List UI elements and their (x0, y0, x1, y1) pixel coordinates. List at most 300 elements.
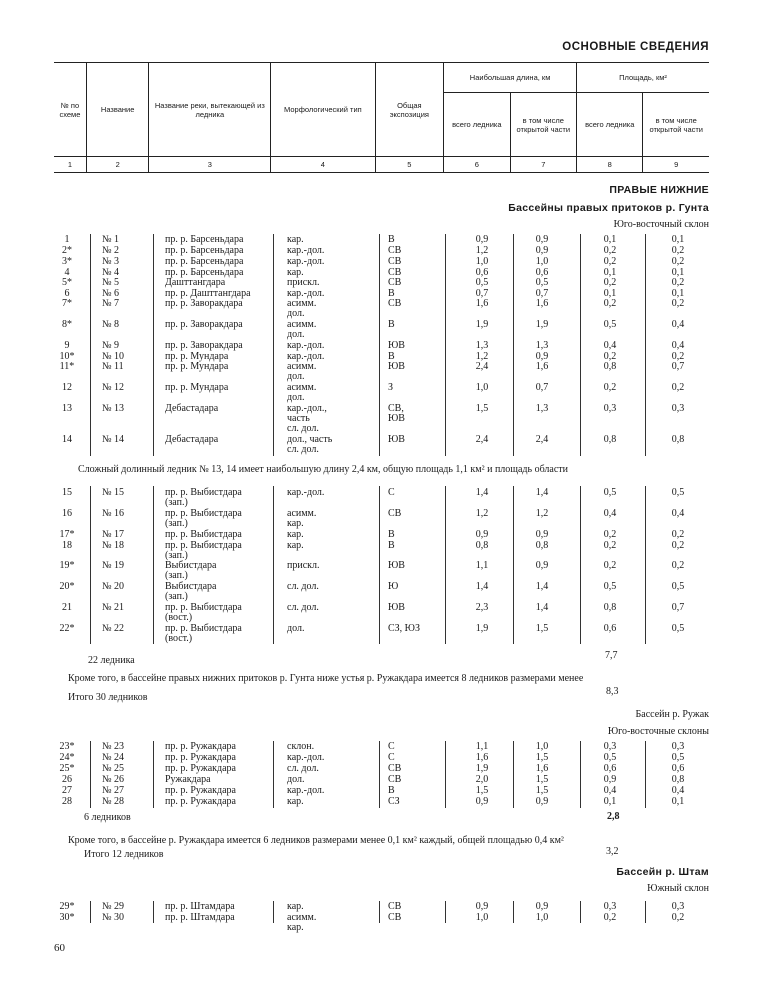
b1-row-length-open: 0,7 (535, 288, 549, 299)
basin1-note: Кроме того, в бассейне правых нижних притоков р. Гунта ниже устья р. Ружакдара имеется 8 ледников размерами менее (68, 673, 584, 684)
b1-row-morph: кар.-дол. (287, 245, 325, 256)
header-area-open: в том числе открытой части (643, 93, 709, 157)
b2-row-name: № 24 (102, 752, 125, 763)
b3-row-exp: СВ (388, 912, 402, 923)
column-divider (645, 741, 646, 808)
header-no: № по схеме (54, 63, 86, 157)
b1b-row-exp: С (388, 487, 395, 498)
b2-row-morph: кар.-дол. (287, 752, 325, 763)
table-header (54, 62, 709, 173)
header-num-8: 8 (577, 157, 643, 173)
b1b-row-river: пр. р. Выбистдара (165, 487, 242, 498)
b2-row-name: № 23 (102, 741, 125, 752)
b1-row-name: № 2 (102, 245, 120, 256)
b2-row-area-open: 0,3 (671, 741, 685, 752)
basin3-slope: Южный склон (647, 883, 709, 894)
b1b-row-length-open: 1,4 (535, 581, 549, 592)
b1-row-exp: В (388, 319, 395, 330)
b1b-row-area: 0,4 (603, 508, 617, 519)
b2-row-river: пр. р. Ружакдара (165, 796, 236, 807)
b1b-row-no: 18 (62, 540, 72, 551)
b1-row-length: 0,5 (475, 277, 489, 288)
b2-row-morph: кар.-дол. (287, 785, 325, 796)
b3-row-river: пр. р. Штамдара (165, 901, 235, 912)
b1-row-morph: прискл. (287, 277, 320, 288)
b1-row-name: № 11 (102, 361, 124, 372)
b1-row-area-open: 0,1 (671, 234, 685, 245)
column-divider (273, 486, 274, 644)
column-divider (513, 741, 514, 808)
b1b-row-no: 22* (59, 623, 75, 634)
header-morph: Морфологический тип (271, 63, 375, 157)
b2-row-length: 1,5 (475, 785, 489, 796)
column-divider (273, 741, 274, 808)
basin1-count: 22 ледника (88, 655, 135, 666)
b1b-row-area-open: 0,2 (671, 540, 685, 551)
b2-row-exp: СВ (388, 774, 402, 785)
b1b-row-morph: кар. (287, 540, 304, 551)
b1-row-morph: кар.-дол., (287, 403, 327, 414)
b1-row-no: 13 (62, 403, 72, 414)
b1b-row-length-open: 0,9 (535, 560, 549, 571)
basin2-total-area: 3,2 (606, 846, 619, 857)
b2-row-length: 0,9 (475, 796, 489, 807)
b1-row-river: пр. р. Заворакдара (165, 298, 243, 309)
b1-row-name: № 7 (102, 298, 120, 309)
b1b-row-length: 1,1 (475, 560, 489, 571)
basin3-title: Бассейн р. Штам (616, 866, 709, 878)
column-divider (379, 741, 380, 808)
b1-row-area-open: 0,2 (671, 298, 685, 309)
b1b-row-name: № 20 (102, 581, 125, 592)
basin2-title: Бассейн р. Ружак (635, 709, 709, 720)
basin2-count-area: 2,8 (607, 811, 620, 822)
b1-row-length: 1,2 (475, 245, 489, 256)
b1b-row-river: пр. р. Выбистдара (165, 602, 242, 613)
b1-row-river: пр. р. Мундара (165, 351, 229, 362)
b1b-row-river: пр. р. Выбистдара (165, 540, 242, 551)
b1-row-morph: часть (287, 413, 310, 424)
b2-row-area: 0,5 (603, 752, 617, 763)
b1b-row-no: 21 (62, 602, 72, 613)
column-divider (645, 486, 646, 644)
b2-row-length: 1,9 (475, 763, 489, 774)
b1-row-river: пр. р. Барсеньдара (165, 267, 244, 278)
b1b-row-area: 0,5 (603, 487, 617, 498)
b2-row-name: № 26 (102, 774, 125, 785)
b1-row-morph: дол. (287, 308, 305, 319)
b1-row-length-open: 0,5 (535, 277, 549, 288)
b1-row-name: № 8 (102, 319, 120, 330)
b1-row-no: 14 (62, 434, 72, 445)
b1-row-exp: СВ (388, 267, 402, 278)
b2-row-area: 0,6 (603, 763, 617, 774)
b3-row-length: 0,9 (475, 901, 489, 912)
b1-row-length: 1,0 (475, 382, 489, 393)
b1b-row-exp: ЮВ (388, 560, 405, 571)
column-divider (580, 901, 581, 923)
b2-row-area-open: 0,1 (671, 796, 685, 807)
column-divider (580, 486, 581, 644)
column-divider (273, 234, 274, 456)
b1b-row-length-open: 1,2 (535, 508, 549, 519)
b1b-row-no: 15 (62, 487, 72, 498)
b2-row-name: № 27 (102, 785, 125, 796)
b1b-row-river: пр. р. Выбистдара (165, 623, 242, 634)
b1-row-area: 0,8 (603, 361, 617, 372)
b1-row-morph: дол. (287, 392, 305, 403)
column-divider (90, 901, 91, 923)
section-title: ПРАВЫЕ НИЖНИЕ (609, 184, 709, 196)
basin2-note: Кроме того, в бассейне р. Ружакдара имеется 6 ледников размерами менее 0,1 км² каждый, общей площадью 0,4 км² (68, 835, 564, 846)
basin2-slope: Юго-восточные склоны (607, 726, 709, 737)
b1-row-length-open: 0,6 (535, 267, 549, 278)
header-num-3: 3 (149, 157, 271, 173)
column-divider (445, 234, 446, 456)
b1-row-river: пр. р. Барсеньдара (165, 256, 244, 267)
b2-row-exp: С (388, 741, 395, 752)
b1-row-length-open: 0,9 (535, 234, 549, 245)
b3-row-length: 1,0 (475, 912, 489, 923)
b1b-row-length: 1,4 (475, 581, 489, 592)
column-divider (90, 741, 91, 808)
b1-row-morph: асимм. (287, 319, 317, 330)
b1b-row-no: 19* (59, 560, 75, 571)
b2-row-river: пр. р. Ружакдара (165, 741, 236, 752)
b1b-row-river: пр. р. Выбистдара (165, 529, 242, 540)
b1-row-exp: СВ, (388, 403, 404, 414)
b1-row-area: 0,4 (603, 340, 617, 351)
b2-row-river: Ружакдара (165, 774, 211, 785)
b1b-row-area-open: 0,2 (671, 529, 685, 540)
b3-row-no: 29* (59, 901, 75, 912)
b2-row-exp: СВ (388, 763, 402, 774)
b1-row-exp: ЮВ (388, 361, 405, 372)
b2-row-no: 24* (59, 752, 75, 763)
b1-row-length: 0,6 (475, 267, 489, 278)
b1-row-area: 0,5 (603, 319, 617, 330)
b1-row-no: 8* (62, 319, 72, 330)
b1-row-morph: кар. (287, 234, 304, 245)
b1-row-name: № 5 (102, 277, 120, 288)
b2-row-no: 27 (62, 785, 72, 796)
b1-row-name: № 3 (102, 256, 120, 267)
b1b-row-area: 0,6 (603, 623, 617, 634)
b2-row-length: 1,6 (475, 752, 489, 763)
b1b-row-name: № 17 (102, 529, 125, 540)
b1-row-area: 0,1 (603, 267, 617, 278)
b1b-row-morph: кар. (287, 518, 304, 529)
b1b-row-length: 2,3 (475, 602, 489, 613)
b1-row-exp: ЮВ (388, 434, 405, 445)
basin1-slope: Юго-восточный склон (613, 219, 709, 230)
b1-row-length: 1,6 (475, 298, 489, 309)
b1-row-morph: асимм. (287, 382, 317, 393)
b1-row-river: пр. р. Заворакдара (165, 319, 243, 330)
header-num-5: 5 (375, 157, 444, 173)
b2-row-no: 26 (62, 774, 72, 785)
b3-row-length-open: 0,9 (535, 901, 549, 912)
b1-row-length-open: 2,4 (535, 434, 549, 445)
b2-row-area: 0,1 (603, 796, 617, 807)
b1-row-exp: СВ (388, 256, 402, 267)
b1b-row-no: 17* (59, 529, 75, 540)
column-divider (153, 234, 154, 456)
column-divider (153, 901, 154, 923)
b1b-row-area: 0,2 (603, 560, 617, 571)
b1-row-morph: асимм. (287, 298, 317, 309)
b2-row-exp: В (388, 785, 395, 796)
b1-row-area: 0,1 (603, 234, 617, 245)
b1-row-no: 11* (59, 361, 75, 372)
header-area-total: всего ледника (577, 93, 643, 157)
b2-row-name: № 25 (102, 763, 125, 774)
b1-row-area-open: 0,2 (671, 277, 685, 288)
b1b-row-area-open: 0,7 (671, 602, 685, 613)
column-divider (645, 234, 646, 456)
b1b-row-no: 20* (59, 581, 75, 592)
header-num-4: 4 (271, 157, 375, 173)
b2-row-morph: кар. (287, 796, 304, 807)
b2-row-area-open: 0,4 (671, 785, 685, 796)
b2-row-area-open: 0,5 (671, 752, 685, 763)
b1b-row-river: (зап.) (165, 518, 188, 529)
b1-row-length: 1,9 (475, 319, 489, 330)
b1b-row-exp: В (388, 529, 395, 540)
basin1-count-area: 7,7 (605, 650, 618, 661)
b1-row-area-open: 0,2 (671, 256, 685, 267)
b1-row-length-open: 1,6 (535, 298, 549, 309)
b1-row-length-open: 1,0 (535, 256, 549, 267)
column-divider (153, 486, 154, 644)
b1-row-length-open: 1,6 (535, 361, 549, 372)
b1-row-no: 2* (62, 245, 72, 256)
b1b-row-river: (вост.) (165, 633, 193, 644)
b1-row-morph: кар. (287, 267, 304, 278)
b1b-row-area: 0,5 (603, 581, 617, 592)
b1-row-river: пр. р. Мундара (165, 361, 229, 372)
b1b-row-length: 1,9 (475, 623, 489, 634)
b2-row-no: 23* (59, 741, 75, 752)
b3-row-area-open: 0,3 (671, 901, 685, 912)
b1-row-no: 12 (62, 382, 72, 393)
b1-row-river: пр. р. Барсеньдара (165, 245, 244, 256)
b2-row-length-open: 1,5 (535, 785, 549, 796)
b1-row-name: № 9 (102, 340, 120, 351)
b1-row-area: 0,1 (603, 288, 617, 299)
b1-row-length-open: 1,3 (535, 403, 549, 414)
b1b-row-river: (зап.) (165, 591, 188, 602)
b1-row-length: 1,0 (475, 256, 489, 267)
b1b-row-length-open: 1,4 (535, 487, 549, 498)
b2-row-length-open: 0,9 (535, 796, 549, 807)
b1b-row-area-open: 0,5 (671, 487, 685, 498)
header-length-open: в том числе открытой части (510, 93, 576, 157)
b3-row-river: пр. р. Штамдара (165, 912, 235, 923)
b1b-row-river: (вост.) (165, 612, 193, 623)
b2-row-morph: сл. дол. (287, 763, 319, 774)
b2-row-morph: дол. (287, 774, 305, 785)
b2-row-name: № 28 (102, 796, 125, 807)
b1-row-area-open: 0,4 (671, 340, 685, 351)
note-13-14: Сложный долинный ледник № 13, 14 имеет наибольшую длину 2,4 км, общую площадь 1,1 км² и площадь области (78, 464, 568, 475)
b2-row-river: пр. р. Ружакдара (165, 763, 236, 774)
b1-row-exp: В (388, 234, 395, 245)
header-num-1: 1 (54, 157, 86, 173)
b1-row-exp: СВ (388, 277, 402, 288)
b1-row-no: 5* (62, 277, 72, 288)
b1-row-length: 2,4 (475, 434, 489, 445)
b1-row-area: 0,2 (603, 277, 617, 288)
b1-row-area: 0,2 (603, 382, 617, 393)
b1-row-morph: кар.-дол. (287, 340, 325, 351)
b2-row-river: пр. р. Ружакдара (165, 785, 236, 796)
b1-row-river: Дебастадара (165, 434, 219, 445)
b1-row-area-open: 0,8 (671, 434, 685, 445)
basin2-total: Итого 12 ледников (84, 849, 164, 860)
b1b-row-river: Выбистдара (165, 581, 217, 592)
b1-row-length-open: 0,9 (535, 245, 549, 256)
b1b-row-morph: прискл. (287, 560, 320, 571)
column-divider (379, 234, 380, 456)
b3-row-area-open: 0,2 (671, 912, 685, 923)
b1-row-length: 0,9 (475, 234, 489, 245)
b1-row-river: пр. р. Мундара (165, 382, 229, 393)
header-river: Название реки, вытекающей из ледника (149, 63, 271, 157)
b1-row-area-open: 0,1 (671, 267, 685, 278)
b3-row-area: 0,3 (603, 901, 617, 912)
b1-row-length-open: 0,9 (535, 351, 549, 362)
b1-row-no: 7* (62, 298, 72, 309)
b1b-row-length: 0,8 (475, 540, 489, 551)
b1-row-length-open: 1,3 (535, 340, 549, 351)
b1-row-river: пр. р. Барсеньдара (165, 234, 244, 245)
b3-row-area: 0,2 (603, 912, 617, 923)
b1-row-name: № 1 (102, 234, 120, 245)
b1b-row-length: 0,9 (475, 529, 489, 540)
b1-row-exp: СВ (388, 245, 402, 256)
b1-row-no: 6 (64, 288, 70, 299)
header-area: Площадь, км² (577, 63, 709, 93)
column-divider (379, 901, 380, 923)
column-divider (513, 234, 514, 456)
b1b-row-exp: СЗ, ЮЗ (388, 623, 420, 634)
b1-row-area: 0,2 (603, 298, 617, 309)
b1-row-area-open: 0,1 (671, 288, 685, 299)
basin1-total-area: 8,3 (606, 686, 619, 697)
b1-row-morph: кар.-дол. (287, 256, 325, 267)
header-length: Наибольшая длина, км (444, 63, 577, 93)
header-exp: Общая экспозиция (375, 63, 444, 157)
b1b-row-morph: сл. дол. (287, 602, 319, 613)
b1-row-name: № 10 (102, 351, 125, 362)
b1b-row-name: № 21 (102, 602, 125, 613)
column-divider (153, 741, 154, 808)
b1-row-no: 10* (59, 351, 75, 362)
b2-row-area: 0,3 (603, 741, 617, 752)
b2-row-exp: С (388, 752, 395, 763)
column-divider (273, 901, 274, 923)
b3-row-morph: кар. (287, 922, 304, 933)
b1-row-exp: В (388, 351, 395, 362)
b1-row-morph: кар.-дол. (287, 288, 325, 299)
b1-row-exp: ЮВ (388, 413, 405, 424)
b1-row-morph: кар.-дол. (287, 351, 325, 362)
b1-row-river: Дебастадара (165, 403, 219, 414)
b1b-row-morph: дол. (287, 623, 305, 634)
b1b-row-name: № 19 (102, 560, 125, 571)
b1-row-length: 1,5 (475, 403, 489, 414)
header-num-2: 2 (86, 157, 149, 173)
b3-row-length-open: 1,0 (535, 912, 549, 923)
b1b-row-morph: асимм. (287, 508, 317, 519)
b1-row-area-open: 0,2 (671, 245, 685, 256)
b2-row-no: 28 (62, 796, 72, 807)
b1b-row-river: (зап.) (165, 570, 188, 581)
column-divider (445, 901, 446, 923)
b1b-row-exp: В (388, 540, 395, 551)
b2-row-length: 1,1 (475, 741, 489, 752)
b1b-row-exp: ЮВ (388, 602, 405, 613)
b2-row-length: 2,0 (475, 774, 489, 785)
b1b-row-area-open: 0,5 (671, 581, 685, 592)
header-num-6: 6 (444, 157, 510, 173)
b1b-row-length-open: 0,8 (535, 540, 549, 551)
b1-row-area-open: 0,4 (671, 319, 685, 330)
header-name: Название (86, 63, 149, 157)
b1b-row-length: 1,4 (475, 487, 489, 498)
b1b-row-area: 0,8 (603, 602, 617, 613)
b2-row-river: пр. р. Ружакдара (165, 752, 236, 763)
column-divider (445, 741, 446, 808)
b1-row-area-open: 0,2 (671, 351, 685, 362)
b1-row-area: 0,2 (603, 256, 617, 267)
b2-row-morph: склон. (287, 741, 315, 752)
b1b-row-exp: Ю (388, 581, 399, 592)
b1-row-no: 4 (64, 267, 70, 278)
column-divider (580, 741, 581, 808)
b2-row-area: 0,4 (603, 785, 617, 796)
b1-row-exp: В (388, 288, 395, 299)
page-heading: ОСНОВНЫЕ СВЕДЕНИЯ (562, 41, 709, 53)
b1b-row-area-open: 0,4 (671, 508, 685, 519)
b1-row-area-open: 0,2 (671, 382, 685, 393)
b1b-row-river: (зап.) (165, 550, 188, 561)
b3-row-name: № 30 (102, 912, 125, 923)
column-divider (379, 486, 380, 644)
column-divider (645, 901, 646, 923)
b1-row-exp: ЮВ (388, 340, 405, 351)
b2-row-length-open: 1,5 (535, 774, 549, 785)
column-divider (445, 486, 446, 644)
b1b-row-length-open: 0,9 (535, 529, 549, 540)
b1b-row-no: 16 (62, 508, 72, 519)
b1-row-length-open: 1,9 (535, 319, 549, 330)
b1-row-length: 2,4 (475, 361, 489, 372)
b2-row-length-open: 1,5 (535, 752, 549, 763)
b1-row-exp: З (388, 382, 394, 393)
b1b-row-name: № 16 (102, 508, 125, 519)
b1b-row-river: пр. р. Выбистдара (165, 508, 242, 519)
b1-row-morph: сл. дол. (287, 444, 319, 455)
header-num-9: 9 (643, 157, 709, 173)
b1-row-name: № 6 (102, 288, 120, 299)
header-length-total: всего ледника (444, 93, 510, 157)
b1-row-area-open: 0,7 (671, 361, 685, 372)
column-divider (90, 234, 91, 456)
b1b-row-area: 0,2 (603, 540, 617, 551)
b1b-row-area: 0,2 (603, 529, 617, 540)
